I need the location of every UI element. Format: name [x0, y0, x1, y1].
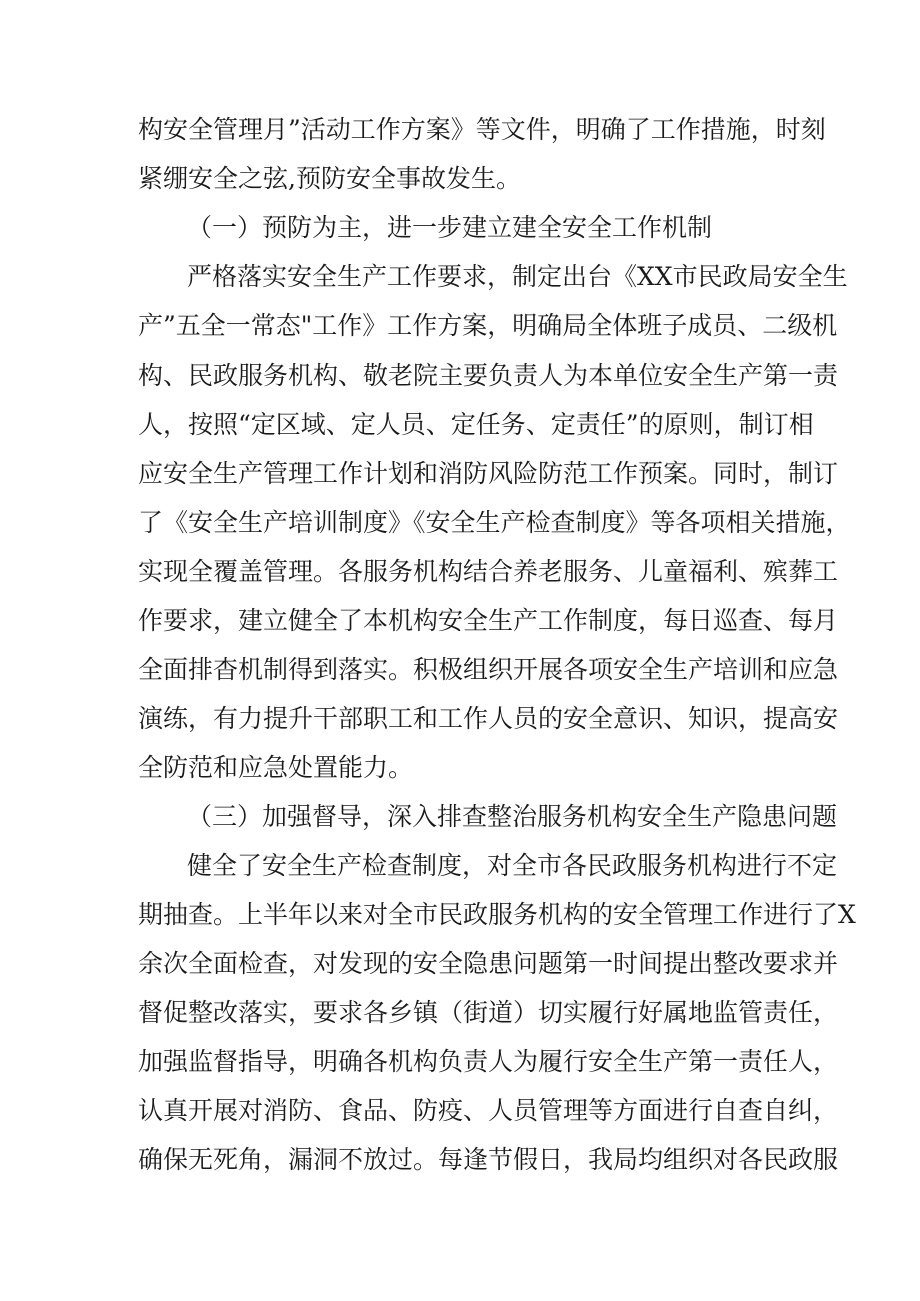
body-text-line: 全面排杳机制得到落实。积极组织开展各项安全生产培训和应急: [138, 655, 839, 684]
body-text-line: 督促整改落实，要求各乡镇（街道）切实履行好属地监管责任，: [138, 998, 839, 1027]
body-text-line: 健全了安全生产检查制度，对全市各民政服务机构进行不定: [187, 851, 838, 880]
body-text-line: 构、民政服务机构、敬老院主要负责人为本单位安全生产第一责: [138, 361, 839, 390]
body-text-line: 作要求，建立健全了本机构安全生产工作制度，每日巡查、每月: [138, 606, 839, 635]
body-text-line: 认真开展对消防、食品、防疫、人员管理等方面进行自查自纠，: [138, 1096, 839, 1125]
body-text-line: 加强监督指导，明确各机构负责人为履行安全生产第一责任人，: [138, 1047, 839, 1076]
body-text-line: 了《安全生产培训制度》《安全生产检查制度》等各项相关措施，: [138, 508, 851, 537]
body-text-line: 应安全生产管理工作计划和消防风险防范工作预案。同时，制订: [138, 459, 839, 488]
section-heading: （三）加强督导，深入排查整治服务机构安全生产隐患问题: [187, 802, 838, 831]
body-text-line: 人，按照“定区域、定人员、定任务、定责任”的原则，制订相: [138, 410, 814, 439]
body-text-line: 严格落实安全生产工作要求，制定出台《XX市民政局安全生: [187, 262, 848, 291]
body-text-line: 余次全面检查，对发现的安全隐患问题第一时间提出整改要求并: [138, 949, 839, 978]
body-text-line: 构安全管理月”活动工作方案》等文件，明确了工作措施，时刻: [138, 115, 826, 144]
section-heading: （一）预防为主，进一步建立建全安全工作机制: [187, 213, 713, 242]
body-text-line: 实现全覆盖管理。各服务机构结合养老服务、儿童福利、殡葬工: [138, 557, 839, 586]
body-text-line: 全防范和应急处置能力。: [138, 753, 414, 782]
body-text-line: 期抽查。上半年以来对全市民政服务机构的安全管理工作进行了X: [138, 900, 856, 929]
body-text-line: 紧绷安全之弦,预防安全事故发生。: [138, 164, 521, 193]
body-text-line: 产”五全一常态"工作》工作方案，明确局全体班子成员、二级机: [138, 311, 838, 340]
body-text-line: 确保无死角，漏洞不放过。每逢节假日，我局均组织对各民政服: [138, 1145, 839, 1174]
body-text-line: 演练，有力提升干部职工和工作人员的安全意识、知识，提高安: [138, 704, 839, 733]
